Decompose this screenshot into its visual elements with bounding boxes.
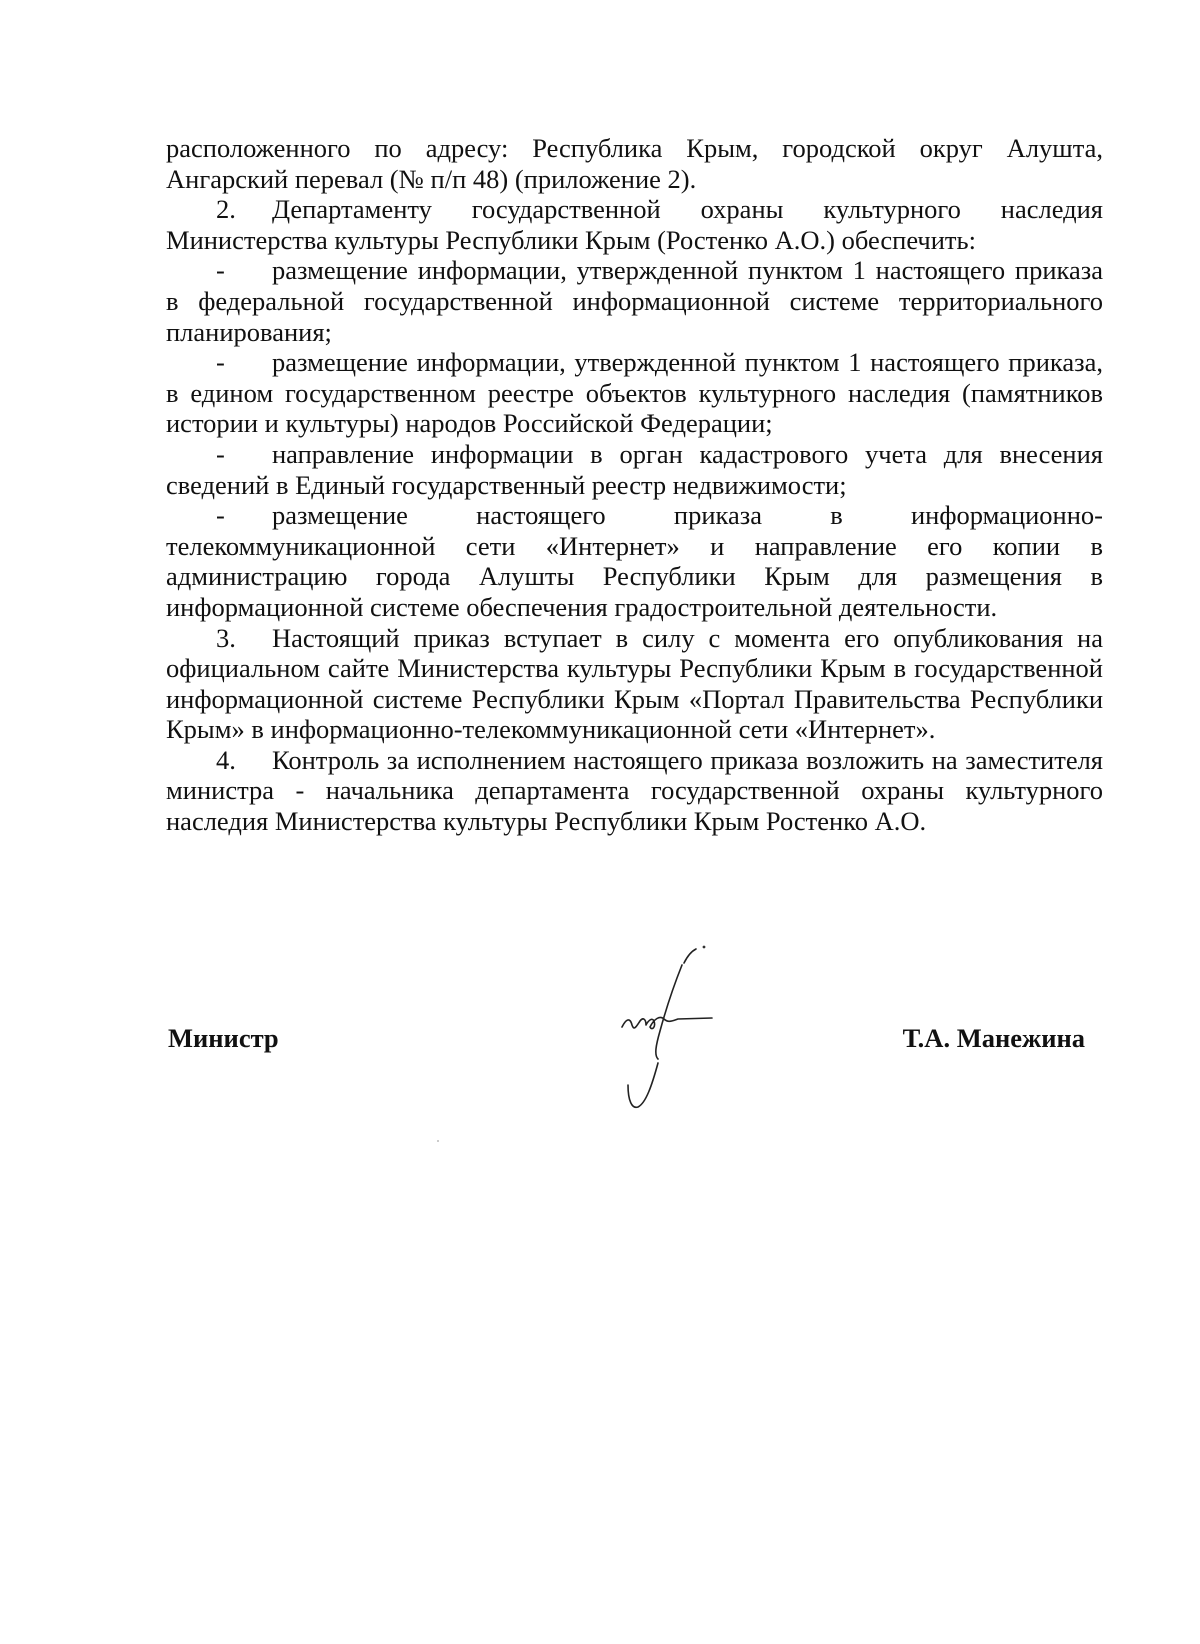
paragraph-3 — [166, 623, 1103, 745]
paragraph-4 — [166, 745, 1103, 837]
bullet-item-3 — [166, 439, 1103, 500]
paragraph-text: Департаменту государственной охраны культурного наследия Министерства культуры Республики Крым (Ростенко А.О.) обеспечить: — [166, 194, 1103, 255]
paragraph-number: 4. — [216, 744, 236, 775]
bullet-marker: - — [216, 438, 225, 469]
bullet-marker: - — [216, 255, 225, 286]
bullet-item-1 — [166, 255, 1103, 347]
paragraph-number: 3. — [216, 622, 236, 653]
signatory-title: Министр — [168, 1023, 279, 1053]
bullet-item-4 — [166, 500, 1103, 622]
bullet-marker: - — [216, 500, 225, 531]
signature-block — [166, 1015, 1103, 1055]
signature-stroke-loop — [628, 1063, 658, 1107]
scan-speck — [437, 1140, 439, 1142]
bullet-text: размещение информации, утвержденной пунктом 1 настоящего приказа, в едином государственном реестре объектов культурного наследия (памятников истории и культуры) народов Российской Федерации; — [166, 347, 1103, 439]
paragraph-number: 2. — [216, 194, 236, 225]
bullet-text: размещение информации, утвержденной пунктом 1 настоящего приказа в федеральной государственной информационной системе территориального планирования; — [166, 255, 1103, 347]
signature-dot — [703, 946, 706, 949]
bullet-text: размещение настоящего приказа в информационно-телекоммуникационной сети «Интернет» и направление его копии в администрацию города Алушты Республики Крым для размещения в информационной системе обеспечения градостроительной деятельности. — [166, 500, 1103, 622]
paragraph-2 — [166, 194, 1103, 255]
signature-stroke-top — [684, 949, 696, 963]
document-body — [166, 133, 1103, 837]
paragraph-text: Настоящий приказ вступает в силу с момента его опубликования на официальном сайте Министерства культуры Республики Крым в государственной информационной системе Республики Крым «Портал Правительства Республики Крым» в информационно-телекоммуникационной сети «Интернет». — [166, 622, 1103, 745]
bullet-item-2 — [166, 347, 1103, 439]
paragraph-text: Контроль за исполнением настоящего приказа возложить на заместителя министра - начальника департамента государственной охраны культурного наследия Министерства культуры Республики Крым Ростенко А.О. — [166, 744, 1103, 837]
paragraph-1-continuation — [166, 133, 1103, 194]
paragraph-text: расположенного по адресу: Республика Крым, городской округ Алушта, Ангарский перевал (№ п/п 48) (приложение 2). — [166, 133, 1103, 194]
bullet-marker: - — [216, 347, 225, 378]
bullet-text: направление информации в орган кадастрового учета для внесения сведений в Единый государственный реестр недвижимости; — [166, 438, 1103, 500]
signatory-name: Т.А. Манежина — [902, 1023, 1085, 1053]
